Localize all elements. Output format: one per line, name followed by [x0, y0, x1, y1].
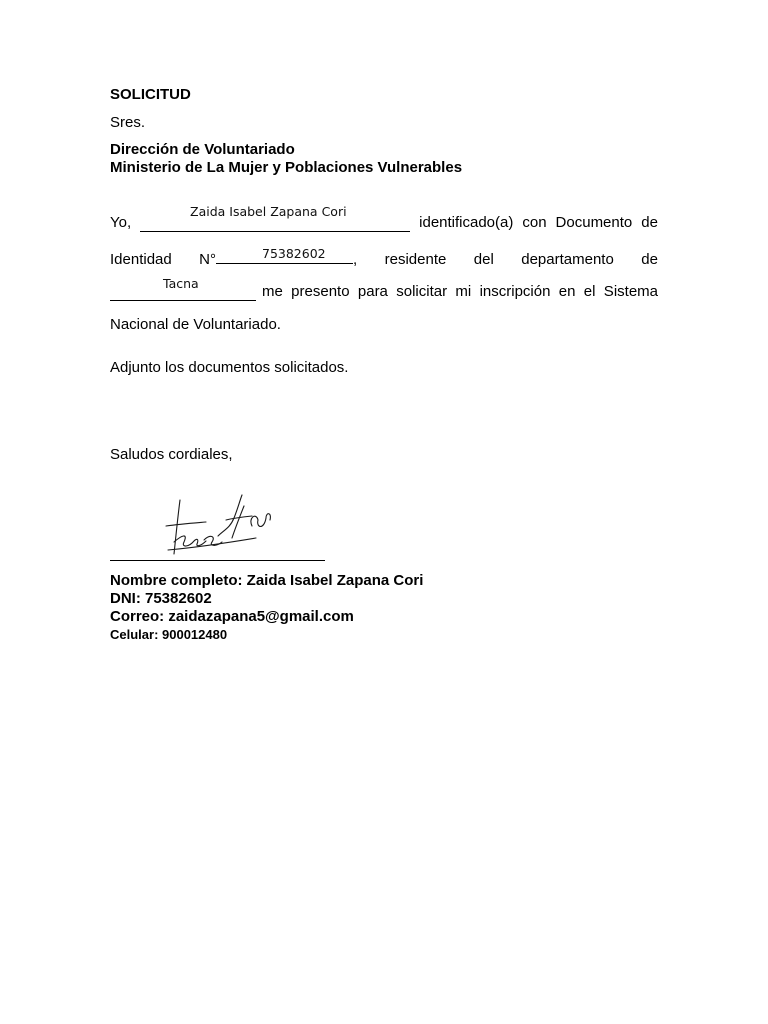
- word-documento: Documento: [555, 214, 633, 231]
- recipient-line-1: Dirección de Voluntariado: [110, 141, 295, 158]
- filled-department: Tacna: [163, 276, 199, 291]
- body-line-4: Nacional de Voluntariado.: [110, 316, 281, 333]
- closing: Saludos cordiales,: [110, 446, 233, 463]
- name-blank: [140, 217, 410, 232]
- filled-dni: 75382602: [262, 246, 326, 261]
- signer-full-name: Nombre completo: Zaida Isabel Zapana Cori: [110, 572, 424, 589]
- comma: ,: [353, 251, 358, 268]
- signer-phone: Celular: 900012480: [110, 627, 228, 642]
- filled-name: Zaida Isabel Zapana Cori: [190, 204, 347, 219]
- word-de: de: [641, 214, 658, 231]
- signature-image: [160, 490, 275, 562]
- document-title: SOLICITUD: [110, 86, 191, 103]
- body-line-2: [110, 246, 658, 269]
- word-numero: N°: [199, 251, 217, 268]
- salutation: Sres.: [110, 114, 146, 131]
- word-departamento: departamento: [521, 251, 614, 268]
- signer-dni: DNI: 75382602: [110, 590, 212, 607]
- signature-line: [110, 560, 325, 561]
- word-residente: residente: [384, 251, 447, 268]
- signer-email: Correo: zaidazapana5@gmail.com: [110, 608, 354, 625]
- word-identidad: Identidad: [110, 251, 172, 268]
- word-yo: Yo,: [110, 214, 132, 231]
- body-line-3-text: me presento para solicitar mi inscripción en el Sistema: [262, 283, 658, 300]
- word-identificado: identificado(a): [419, 214, 514, 231]
- word-con: con: [522, 214, 547, 231]
- word-de-2: de: [641, 251, 658, 268]
- attachments-note: Adjunto los documentos solicitados.: [110, 359, 349, 376]
- word-del: del: [473, 251, 494, 268]
- recipient-line-2: Ministerio de La Mujer y Poblaciones Vulnerables: [110, 159, 463, 176]
